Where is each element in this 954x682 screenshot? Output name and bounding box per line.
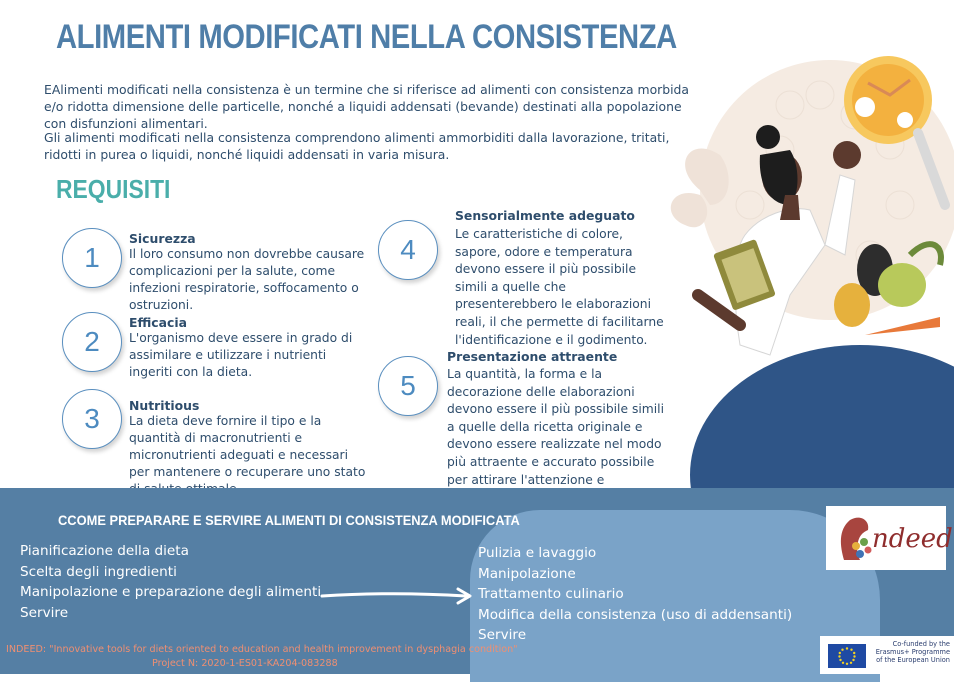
logo-figure-icon bbox=[830, 512, 878, 564]
arrow-right-icon bbox=[318, 584, 478, 608]
eu-funding-text: Co-funded by the Erasmus+ Programme of the European Union bbox=[875, 640, 950, 664]
left-list-item: Servire bbox=[20, 604, 69, 621]
requirement-text-5: La quantità, la forma e la decorazione delle elaborazioni devono essere il più possibile simili a quelle della ricetta originale e devono essere realizzate nel modo più attraente e accurato possibile per attirare l'attenzione e bbox=[447, 367, 664, 487]
requirement-text-2: L'organismo deve essere in grado di assimilare e utilizzare i nutrienti ingeriti con la dieta. bbox=[129, 331, 353, 379]
howto-heading: CCOME PREPARARE E SERVIRE ALIMENTI DI CONSISTENZA MODIFICATA bbox=[58, 512, 520, 528]
left-list bbox=[20, 541, 321, 623]
logo-text: ndeed bbox=[872, 524, 953, 554]
intro-paragraph-1: EAlimenti modificati nella consistenza è un termine che si riferisce ad alimenti con consistenza morbida e/o ridotta dimensione delle particelle, nonché a liquidi addensati (bevande) destinati alla popolazione con disfunzioni alimentari. bbox=[44, 82, 690, 131]
number-badge-2: 2 bbox=[62, 312, 122, 372]
number-badge-5: 5 bbox=[378, 356, 438, 416]
right-list-item: Servire bbox=[478, 627, 527, 643]
requisiti-heading: REQUISITI bbox=[56, 174, 171, 204]
requirement-text-3: La dieta deve fornire il tipo e la quantità di macronutrienti e micronutrienti adeguati e necessari per mantenere o recuperare uno stato bbox=[129, 414, 366, 479]
page-title: ALIMENTI MODIFICATI NELLA CONSISTENZA bbox=[56, 18, 677, 56]
right-list-item: Pulizia e lavaggio bbox=[478, 545, 597, 561]
left-list-item: Pianificazione della dieta bbox=[20, 543, 189, 559]
requirement-text-4: Le caratteristiche di colore, sapore, odore e temperatura devono essere il più possibile simili a quelle che presenterebbero le elaborazioni reali, il che permette di facilitarne l'identificazione e il godimento. bbox=[455, 227, 664, 347]
right-list-item: Manipolazione bbox=[478, 565, 576, 582]
number-badge-1: 1 bbox=[62, 228, 122, 288]
right-list-item: Modifica della consistenza (uso di addensanti) bbox=[478, 606, 793, 623]
left-list-item: Scelta degli ingredienti bbox=[20, 563, 177, 580]
right-list-item: Trattamento culinario bbox=[478, 586, 624, 602]
indeed-logo bbox=[826, 506, 953, 570]
requirement-title-4: Sensorialmente adeguato bbox=[455, 208, 635, 223]
eu-flag-icon bbox=[828, 644, 866, 668]
requirement-title-5: Presentazione attraente bbox=[447, 349, 618, 364]
requirement-title-2: Efficacia bbox=[129, 315, 187, 330]
number-badge-3: 3 bbox=[62, 389, 122, 449]
requirement-title-1: Sicurezza bbox=[129, 231, 196, 246]
number-badge-4: 4 bbox=[378, 220, 438, 280]
footer-project-title: INDEED: "Innovative tools for diets oriented to education and health improvement in dysphagia condition" bbox=[6, 644, 518, 655]
footer-project-number: Project N: 2020-1-ES01-KA204-083288 bbox=[152, 658, 338, 669]
intro-paragraph-2: Gli alimenti modificati nella consistenza comprendono alimenti ammorbiditi dalla lavorazione, tritati, ridotti in purea o liquidi, nonché liquidi addensati in varia misura. bbox=[44, 130, 670, 162]
requirement-text-1: Il loro consumo non dovrebbe causare complicazioni per la salute, come infezioni respiratorie, soffocamento o ostruzioni. bbox=[129, 247, 365, 312]
right-list bbox=[478, 543, 792, 646]
left-list-item: Manipolazione e preparazione degli alimenti bbox=[20, 584, 322, 600]
requirement-title-3: Nutritious bbox=[129, 398, 200, 413]
